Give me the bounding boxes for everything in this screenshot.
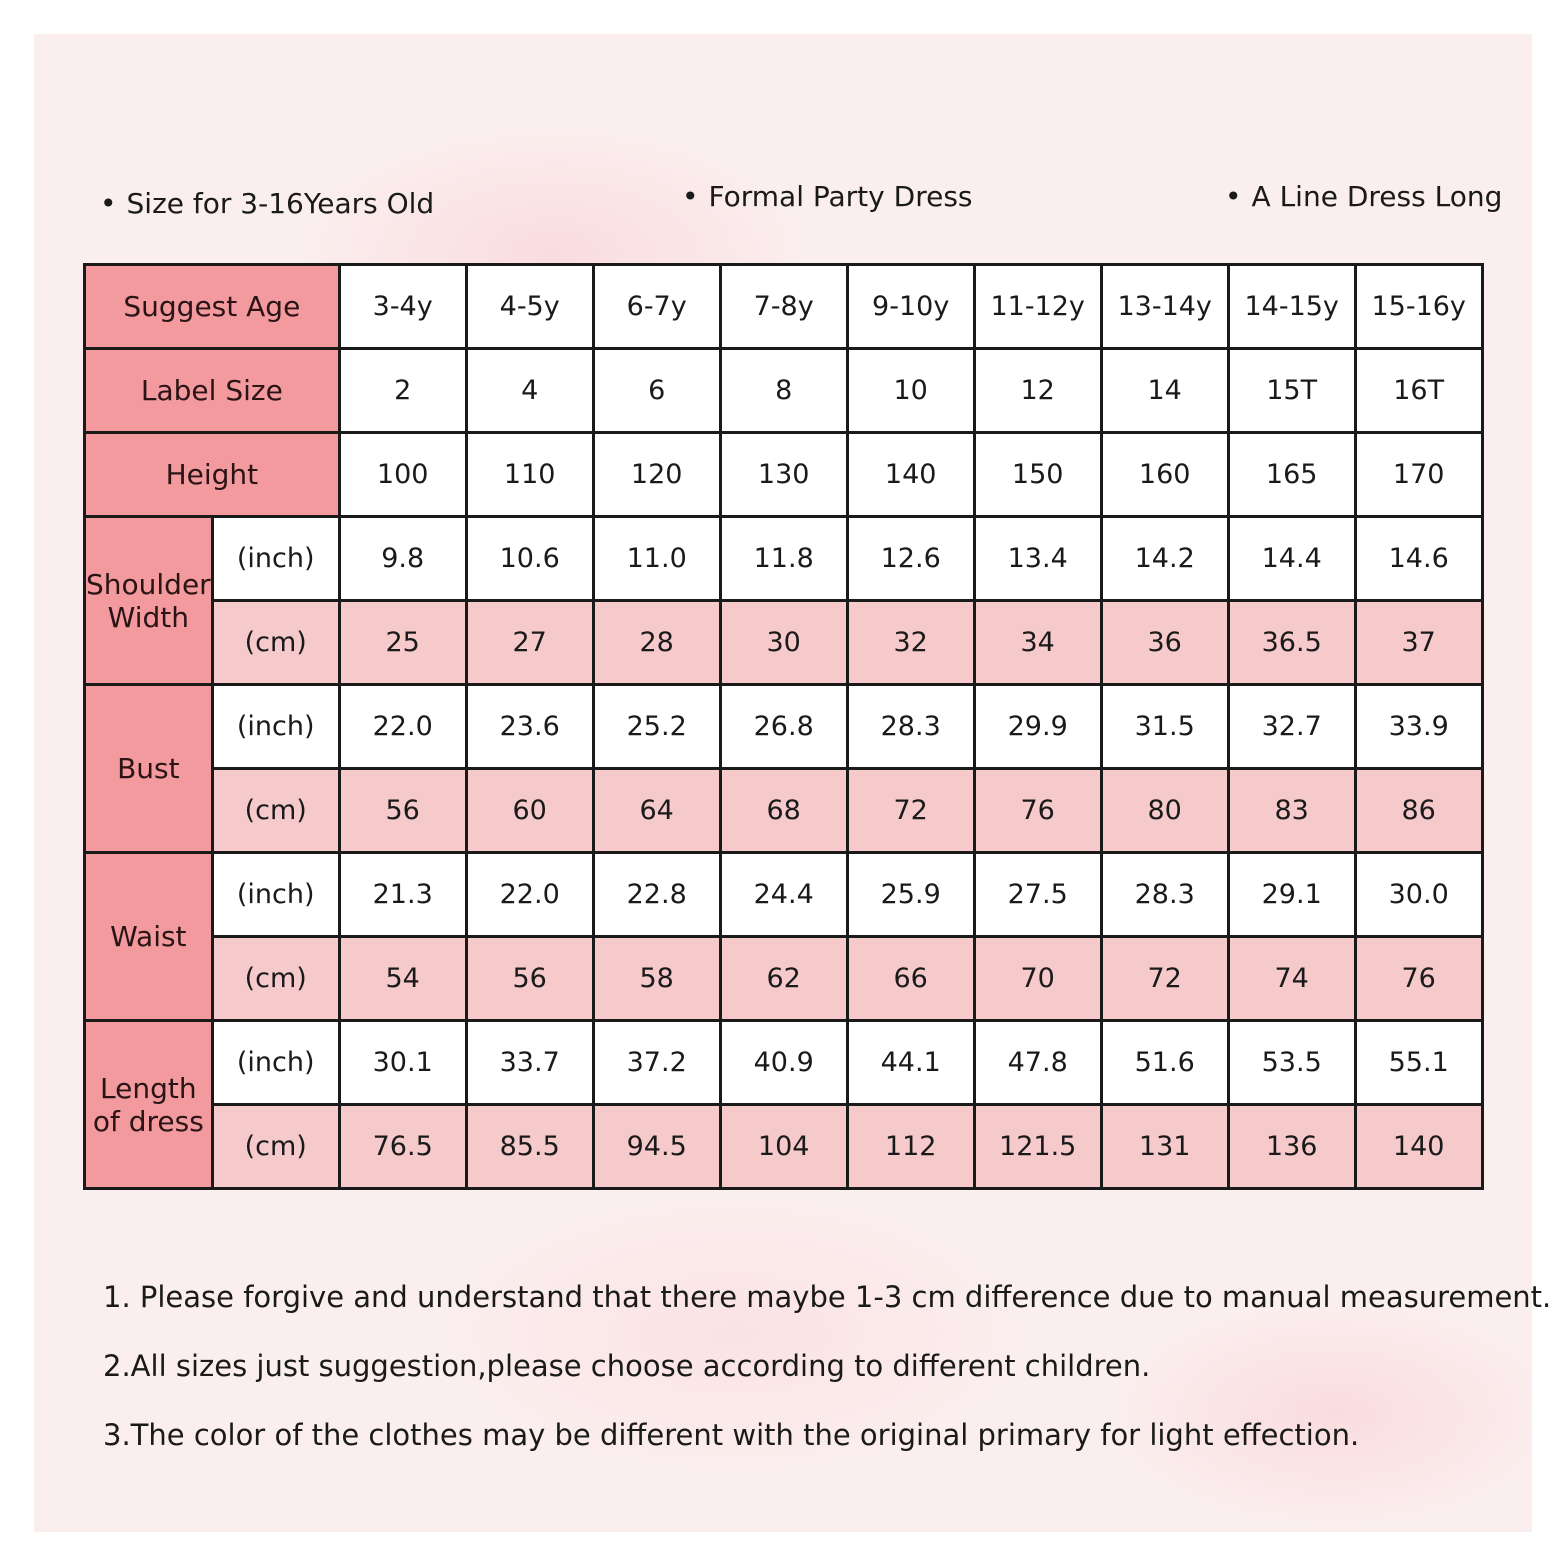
bust-inch-cell: 29.9 [974, 685, 1101, 769]
waist-cm-cell: 62 [720, 937, 847, 1021]
shoulder-width-cm-cell: 30 [720, 601, 847, 685]
shoulder-width-cm-cell: 36.5 [1228, 601, 1355, 685]
shoulder-width-inch-cell: 14.4 [1228, 517, 1355, 601]
shoulder-width-inch-cell: 14.6 [1355, 517, 1482, 601]
suggest-age-cell: 14-15y [1228, 265, 1355, 349]
length-of-dress-label: Length of dress [85, 1021, 213, 1189]
length-of-dress-cm-cell: 104 [720, 1105, 847, 1189]
bust-cm-cell: 76 [974, 769, 1101, 853]
height-cell: 160 [1101, 433, 1228, 517]
bust-inch-cell: 22.0 [339, 685, 466, 769]
bust-cm-cell: 83 [1228, 769, 1355, 853]
notes [103, 1280, 1551, 1487]
bust-inch-cell: 25.2 [593, 685, 720, 769]
waist-inch-cell: 27.5 [974, 853, 1101, 937]
waist-cm-cell: 58 [593, 937, 720, 1021]
bust-cm-cell: 80 [1101, 769, 1228, 853]
bust-cm-cell: 68 [720, 769, 847, 853]
shoulder-width-inch-unit: (inch) [212, 517, 339, 601]
waist-cm-cell: 76 [1355, 937, 1482, 1021]
header-dress-style-text: A Line Dress Long [1251, 180, 1503, 213]
length-of-dress-inch-row [85, 1021, 1483, 1105]
shoulder-width-inch-cell: 12.6 [847, 517, 974, 601]
length-of-dress-cm-cell: 136 [1228, 1105, 1355, 1189]
waist-cm-unit: (cm) [212, 937, 339, 1021]
note-3: 3.The color of the clothes may be different with the original primary for light effection. [103, 1418, 1360, 1452]
length-of-dress-cm-cell: 94.5 [593, 1105, 720, 1189]
header-dress-style: • A Line Dress Long [1225, 180, 1503, 213]
waist-cm-cell: 74 [1228, 937, 1355, 1021]
bust-cm-cell: 86 [1355, 769, 1482, 853]
shoulder-width-inch-cell: 14.2 [1101, 517, 1228, 601]
length-of-dress-inch-cell: 53.5 [1228, 1021, 1355, 1105]
waist-inch-cell: 21.3 [339, 853, 466, 937]
label-size-cell: 6 [593, 349, 720, 433]
bust-inch-row [85, 685, 1483, 769]
length-of-dress-cm-cell: 85.5 [466, 1105, 593, 1189]
height-cell: 120 [593, 433, 720, 517]
waist-inch-cell: 25.9 [847, 853, 974, 937]
height-label: Height [85, 433, 340, 517]
shoulder-width-cm-unit: (cm) [212, 601, 339, 685]
label-size-cell: 10 [847, 349, 974, 433]
suggest-age-cell: 3-4y [339, 265, 466, 349]
bust-inch-cell: 26.8 [720, 685, 847, 769]
height-cell: 100 [339, 433, 466, 517]
shoulder-width-cm-cell: 37 [1355, 601, 1482, 685]
waist-cm-cell: 70 [974, 937, 1101, 1021]
header-dress-type-text: Formal Party Dress [708, 180, 973, 213]
suggest-age-label: Suggest Age [85, 265, 340, 349]
suggest-age-cell: 4-5y [466, 265, 593, 349]
length-of-dress-inch-cell: 40.9 [720, 1021, 847, 1105]
waist-cm-row [85, 937, 1483, 1021]
shoulder-width-cm-cell: 36 [1101, 601, 1228, 685]
length-of-dress-inch-cell: 51.6 [1101, 1021, 1228, 1105]
waist-cm-cell: 56 [466, 937, 593, 1021]
height-cell: 165 [1228, 433, 1355, 517]
shoulder-width-cm-cell: 32 [847, 601, 974, 685]
shoulder-width-inch-cell: 9.8 [339, 517, 466, 601]
label-size-cell: 16T [1355, 349, 1482, 433]
bust-label: Bust [85, 685, 213, 853]
height-cell: 150 [974, 433, 1101, 517]
note-2: 2.All sizes just suggestion,please choose according to different children. [103, 1349, 1151, 1383]
bust-cm-cell: 60 [466, 769, 593, 853]
bust-inch-unit: (inch) [212, 685, 339, 769]
bust-inch-cell: 28.3 [847, 685, 974, 769]
suggest-age-cell: 9-10y [847, 265, 974, 349]
height [85, 433, 1483, 517]
suggest-age-cell: 13-14y [1101, 265, 1228, 349]
shoulder-width-inch-cell: 10.6 [466, 517, 593, 601]
bust-inch-cell: 23.6 [466, 685, 593, 769]
label-size-label: Label Size [85, 349, 340, 433]
bust-cm-cell: 64 [593, 769, 720, 853]
label-size-cell: 8 [720, 349, 847, 433]
shoulder-width-cm-cell: 25 [339, 601, 466, 685]
length-of-dress-cm-cell: 76.5 [339, 1105, 466, 1189]
header-age-range-text: Size for 3-16Years Old [126, 187, 435, 220]
shoulder-width-cm-cell: 27 [466, 601, 593, 685]
label-size-cell: 2 [339, 349, 466, 433]
shoulder-width-inch-row [85, 517, 1483, 601]
waist-inch-cell: 22.8 [593, 853, 720, 937]
waist-cm-cell: 72 [1101, 937, 1228, 1021]
bust-cm-row [85, 769, 1483, 853]
waist-label: Waist [85, 853, 213, 1021]
length-of-dress-inch-cell: 47.8 [974, 1021, 1101, 1105]
length-of-dress-cm-cell: 131 [1101, 1105, 1228, 1189]
shoulder-width-inch-cell: 13.4 [974, 517, 1101, 601]
length-of-dress-cm-cell: 140 [1355, 1105, 1482, 1189]
bust-inch-cell: 32.7 [1228, 685, 1355, 769]
shoulder-width-inch-cell: 11.0 [593, 517, 720, 601]
waist-inch-cell: 29.1 [1228, 853, 1355, 937]
bust-cm-unit: (cm) [212, 769, 339, 853]
waist-inch-row [85, 853, 1483, 937]
waist-inch-cell: 22.0 [466, 853, 593, 937]
length-of-dress-inch-cell: 33.7 [466, 1021, 593, 1105]
suggest-age-cell: 15-16y [1355, 265, 1482, 349]
waist-inch-cell: 24.4 [720, 853, 847, 937]
label-size-cell: 14 [1101, 349, 1228, 433]
label-size-cell: 4 [466, 349, 593, 433]
suggest-age-cell: 6-7y [593, 265, 720, 349]
suggest-age [85, 265, 1483, 349]
shoulder-width-cm-cell: 28 [593, 601, 720, 685]
length-of-dress-cm-cell: 112 [847, 1105, 974, 1189]
length-of-dress-inch-cell: 37.2 [593, 1021, 720, 1105]
height-cell: 140 [847, 433, 974, 517]
label-size [85, 349, 1483, 433]
bust-cm-cell: 72 [847, 769, 974, 853]
label-size-cell: 12 [974, 349, 1101, 433]
shoulder-width-inch-cell: 11.8 [720, 517, 847, 601]
shoulder-width-cm-row [85, 601, 1483, 685]
note-1: 1. Please forgive and understand that there maybe 1-3 cm difference due to manual measurement. [103, 1280, 1552, 1314]
waist-inch-unit: (inch) [212, 853, 339, 937]
height-cell: 170 [1355, 433, 1482, 517]
bust-inch-cell: 31.5 [1101, 685, 1228, 769]
bust-cm-cell: 56 [339, 769, 466, 853]
label-size-cell: 15T [1228, 349, 1355, 433]
height-cell: 130 [720, 433, 847, 517]
size-chart-table [83, 263, 1484, 1190]
length-of-dress-inch-unit: (inch) [212, 1021, 339, 1105]
waist-inch-cell: 30.0 [1355, 853, 1482, 937]
shoulder-width-label: Shoulder Width [85, 517, 213, 685]
shoulder-width-cm-cell: 34 [974, 601, 1101, 685]
header-age-range: • Size for 3-16Years Old [100, 187, 435, 220]
waist-inch-cell: 28.3 [1101, 853, 1228, 937]
height-cell: 110 [466, 433, 593, 517]
length-of-dress-inch-cell: 30.1 [339, 1021, 466, 1105]
waist-cm-cell: 54 [339, 937, 466, 1021]
length-of-dress-cm-row [85, 1105, 1483, 1189]
suggest-age-cell: 11-12y [974, 265, 1101, 349]
waist-cm-cell: 66 [847, 937, 974, 1021]
length-of-dress-cm-unit: (cm) [212, 1105, 339, 1189]
length-of-dress-inch-cell: 44.1 [847, 1021, 974, 1105]
header-dress-type: • Formal Party Dress [682, 180, 973, 213]
suggest-age-cell: 7-8y [720, 265, 847, 349]
length-of-dress-inch-cell: 55.1 [1355, 1021, 1482, 1105]
length-of-dress-cm-cell: 121.5 [974, 1105, 1101, 1189]
bust-inch-cell: 33.9 [1355, 685, 1482, 769]
